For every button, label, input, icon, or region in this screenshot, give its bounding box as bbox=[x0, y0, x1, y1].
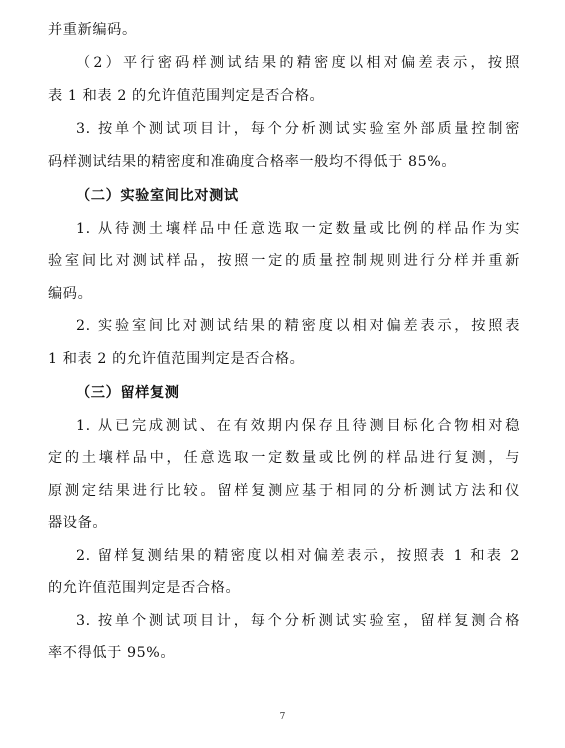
paragraph-line: 率不得低于 95%。 bbox=[48, 645, 176, 661]
paragraph-line: 1. 从待测土壤样品中任意选取一定数量或比例的样品作为实 bbox=[76, 221, 520, 237]
paragraph-line: 1 和表 2 的允许值范围判定是否合格。 bbox=[48, 351, 305, 367]
paragraph-line: 并重新编码。 bbox=[48, 22, 137, 38]
paragraph-line: 原测定结果进行比较。留样复测应基于相同的分析测试方法和仪 bbox=[48, 483, 520, 499]
paragraph-line: 表 1 和表 2 的允许值范围判定是否合格。 bbox=[48, 88, 325, 104]
paragraph-line: （2）平行密码样测试结果的精密度以相对偏差表示，按照 bbox=[76, 55, 520, 71]
page-number: 7 bbox=[279, 712, 286, 722]
paragraph-line: 2. 实验室间比对测试结果的精密度以相对偏差表示，按照表 bbox=[76, 318, 520, 334]
paragraph-line: 验室间比对测试样品，按照一定的质量控制规则进行分样并重新 bbox=[48, 253, 520, 269]
paragraph-line: 3. 按单个测试项目计，每个分析测试实验室，留样复测合格 bbox=[76, 613, 520, 629]
paragraph-line: 1. 从已完成测试、在有效期内保存且待测目标化合物相对稳 bbox=[76, 418, 520, 434]
paragraph-line: 码样测试结果的精密度和准确度合格率一般均不得低于 85%。 bbox=[48, 154, 457, 170]
paragraph-line: 器设备。 bbox=[48, 515, 108, 531]
section-heading: （二）实验室间比对测试 bbox=[76, 188, 239, 204]
paragraph-line: 编码。 bbox=[48, 286, 93, 302]
paragraph-line: 定的土壤样品中，任意选取一定数量或比例的样品进行复测，与 bbox=[48, 450, 520, 466]
paragraph-line: 2. 留样复测结果的精密度以相对偏差表示，按照表 1 和表 2 bbox=[76, 548, 520, 564]
paragraph-line: 的允许值范围判定是否合格。 bbox=[48, 580, 241, 596]
section-heading: （三）留样复测 bbox=[76, 385, 180, 401]
paragraph-line: 3. 按单个测试项目计，每个分析测试实验室外部质量控制密 bbox=[76, 121, 520, 137]
